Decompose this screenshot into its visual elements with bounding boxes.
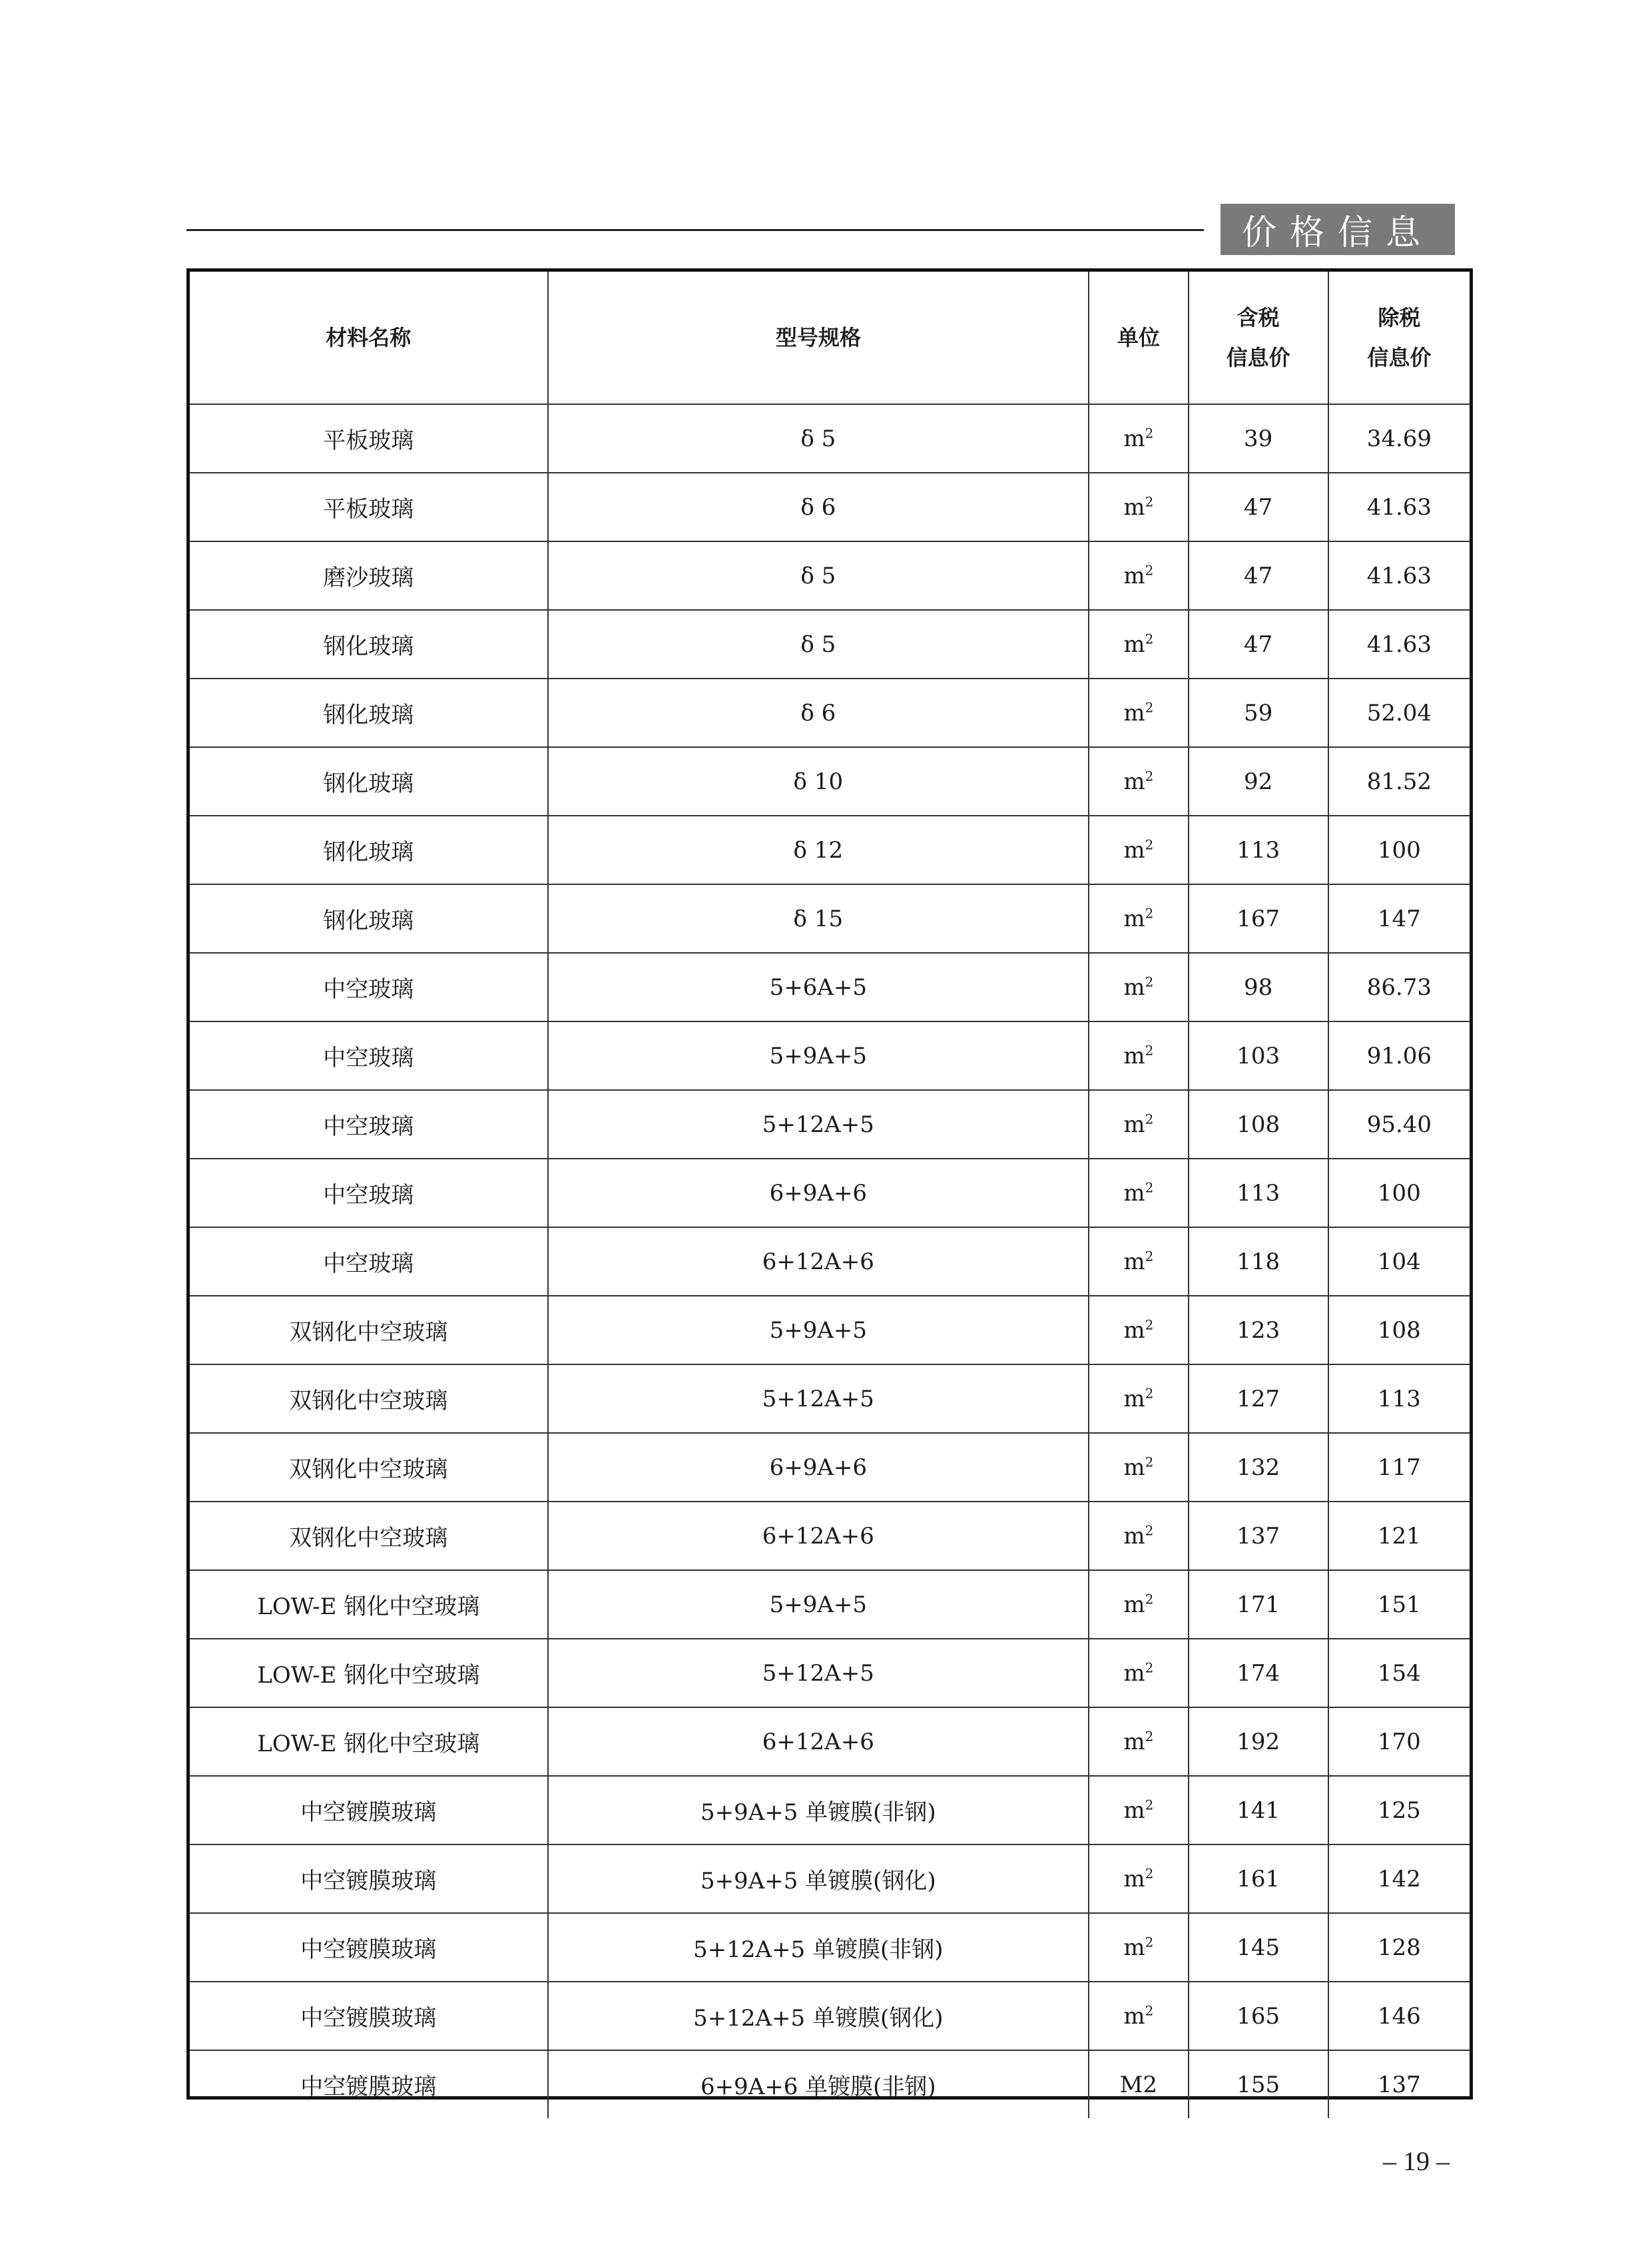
cell-price-tax-included: 155: [1189, 2050, 1328, 2118]
cell-name: 钢化玻璃: [190, 816, 548, 884]
cell-price-tax-excluded: 100: [1328, 1159, 1470, 1227]
unit-text: m: [1123, 836, 1145, 864]
cell-name: 钢化玻璃: [190, 884, 548, 953]
cell-unit: [1089, 816, 1189, 884]
cell-unit: [1089, 1570, 1189, 1639]
cell-name: 钢化玻璃: [190, 747, 548, 816]
table-row: [190, 1982, 1470, 2050]
unit-text: m: [1123, 905, 1145, 932]
table-row: [190, 1364, 1470, 1433]
unit-text: m: [1123, 493, 1145, 521]
cell-name: 双钢化中空玻璃: [190, 1296, 548, 1364]
unit-text: m: [1123, 1179, 1145, 1207]
cell-spec: 5+12A+5 单镀膜(非钢): [548, 1913, 1089, 1982]
cell-unit: [1089, 1364, 1189, 1433]
unit-superscript: 2: [1145, 1316, 1154, 1333]
cell-price-tax-included: 59: [1189, 679, 1328, 747]
unit-superscript: 2: [1145, 1865, 1154, 1882]
cell-spec: 5+9A+5 单镀膜(非钢): [548, 1776, 1089, 1844]
cell-spec: δ 12: [548, 816, 1089, 884]
cell-name: LOW-E 钢化中空玻璃: [190, 1639, 548, 1707]
table-row: [190, 1844, 1470, 1913]
unit-superscript: 2: [1145, 2002, 1154, 2019]
header-tax-included: [1189, 272, 1328, 404]
unit-text: m: [1123, 699, 1145, 726]
cell-price-tax-included: 39: [1189, 404, 1328, 473]
cell-spec: δ 5: [548, 610, 1089, 679]
cell-spec: δ 6: [548, 473, 1089, 541]
table-row: [190, 1090, 1470, 1159]
cell-price-tax-excluded: 100: [1328, 816, 1470, 884]
table-row: [190, 541, 1470, 610]
table-row: [190, 1707, 1470, 1776]
unit-superscript: 2: [1145, 905, 1154, 922]
cell-price-tax-included: 113: [1189, 1159, 1328, 1227]
unit-superscript: 2: [1145, 1454, 1154, 1470]
unit-superscript: 2: [1145, 1248, 1154, 1265]
cell-price-tax-excluded: 137: [1328, 2050, 1470, 2118]
unit-superscript: 2: [1145, 425, 1154, 441]
cell-spec: 6+9A+6 单镀膜(非钢): [548, 2050, 1089, 2118]
cell-price-tax-included: 47: [1189, 473, 1328, 541]
table-row: [190, 1296, 1470, 1364]
cell-unit: [1089, 747, 1189, 816]
header-unit: 单位: [1089, 272, 1189, 404]
table-row: [190, 953, 1470, 1021]
cell-price-tax-excluded: 147: [1328, 884, 1470, 953]
cell-name: LOW-E 钢化中空玻璃: [190, 1570, 548, 1639]
cell-price-tax-included: 98: [1189, 953, 1328, 1021]
cell-unit: [1089, 884, 1189, 953]
cell-price-tax-included: 113: [1189, 816, 1328, 884]
cell-name: 中空镀膜玻璃: [190, 1844, 548, 1913]
cell-price-tax-excluded: 113: [1328, 1364, 1470, 1433]
cell-price-tax-included: 47: [1189, 610, 1328, 679]
cell-price-tax-excluded: 146: [1328, 1982, 1470, 2050]
cell-spec: 5+9A+5 单镀膜(钢化): [548, 1844, 1089, 1913]
cell-unit: [1089, 610, 1189, 679]
unit-superscript: 2: [1145, 631, 1154, 647]
cell-name: 钢化玻璃: [190, 679, 548, 747]
unit-superscript: 2: [1145, 1934, 1154, 1950]
unit-superscript: 2: [1145, 836, 1154, 853]
cell-price-tax-included: 174: [1189, 1639, 1328, 1707]
cell-price-tax-excluded: 34.69: [1328, 404, 1470, 473]
cell-price-tax-included: 108: [1189, 1090, 1328, 1159]
cell-spec: 5+12A+5: [548, 1090, 1089, 1159]
cell-spec: 5+12A+5 单镀膜(钢化): [548, 1982, 1089, 2050]
cell-spec: δ 5: [548, 404, 1089, 473]
unit-text: M2: [1119, 2071, 1158, 2098]
table-row: [190, 1502, 1470, 1570]
section-title: 价格信息: [1221, 204, 1455, 255]
cell-unit: [1089, 1227, 1189, 1296]
unit-superscript: 2: [1145, 1659, 1154, 1676]
cell-unit: [1089, 1090, 1189, 1159]
cell-spec: 6+12A+6: [548, 1707, 1089, 1776]
cell-unit: [1089, 953, 1189, 1021]
cell-name: 中空玻璃: [190, 1159, 548, 1227]
unit-text: m: [1123, 1248, 1145, 1275]
cell-spec: 5+9A+5: [548, 1570, 1089, 1639]
unit-text: m: [1123, 1659, 1145, 1687]
cell-price-tax-excluded: 170: [1328, 1707, 1470, 1776]
cell-spec: 5+12A+5: [548, 1639, 1089, 1707]
cell-price-tax-excluded: 104: [1328, 1227, 1470, 1296]
cell-price-tax-excluded: 95.40: [1328, 1090, 1470, 1159]
table-row: [190, 1639, 1470, 1707]
table-row: [190, 2050, 1470, 2118]
table-row: [190, 610, 1470, 679]
unit-superscript: 2: [1145, 562, 1154, 579]
cell-spec: 5+9A+5: [548, 1021, 1089, 1090]
cell-price-tax-included: 92: [1189, 747, 1328, 816]
table-row: [190, 1227, 1470, 1296]
unit-superscript: 2: [1145, 768, 1154, 784]
cell-price-tax-excluded: 91.06: [1328, 1021, 1470, 1090]
cell-unit: [1089, 2050, 1189, 2118]
unit-text: m: [1123, 1797, 1145, 1824]
table-row: [190, 1570, 1470, 1639]
cell-unit: [1089, 1502, 1189, 1570]
cell-spec: 6+9A+6: [548, 1433, 1089, 1502]
unit-superscript: 2: [1145, 974, 1154, 990]
cell-spec: 5+6A+5: [548, 953, 1089, 1021]
cell-unit: [1089, 1021, 1189, 1090]
cell-price-tax-included: 103: [1189, 1021, 1328, 1090]
table-row: [190, 884, 1470, 953]
unit-text: m: [1123, 425, 1145, 452]
cell-price-tax-included: 47: [1189, 541, 1328, 610]
cell-price-tax-excluded: 41.63: [1328, 610, 1470, 679]
table-row: [190, 1913, 1470, 1982]
cell-unit: [1089, 1776, 1189, 1844]
cell-unit: [1089, 1639, 1189, 1707]
cell-unit: [1089, 1913, 1189, 1982]
cell-price-tax-excluded: 41.63: [1328, 541, 1470, 610]
cell-price-tax-excluded: 108: [1328, 1296, 1470, 1364]
cell-name: 双钢化中空玻璃: [190, 1364, 548, 1433]
cell-name: 中空玻璃: [190, 1021, 548, 1090]
unit-text: m: [1123, 631, 1145, 658]
cell-spec: δ 6: [548, 679, 1089, 747]
cell-price-tax-included: 127: [1189, 1364, 1328, 1433]
header-name: 材料名称: [190, 272, 548, 404]
header-tax-excluded-line1: 除税: [1378, 305, 1421, 330]
cell-name: 中空镀膜玻璃: [190, 1776, 548, 1844]
cell-price-tax-included: 141: [1189, 1776, 1328, 1844]
unit-superscript: 2: [1145, 699, 1154, 716]
cell-unit: [1089, 541, 1189, 610]
unit-superscript: 2: [1145, 1179, 1154, 1196]
cell-name: 钢化玻璃: [190, 610, 548, 679]
unit-text: m: [1123, 1591, 1145, 1618]
unit-text: m: [1123, 1111, 1145, 1138]
unit-text: m: [1123, 2002, 1145, 2030]
cell-price-tax-included: 192: [1189, 1707, 1328, 1776]
cell-name: 中空玻璃: [190, 1227, 548, 1296]
cell-price-tax-excluded: 121: [1328, 1502, 1470, 1570]
cell-price-tax-excluded: 154: [1328, 1639, 1470, 1707]
cell-spec: δ 10: [548, 747, 1089, 816]
header-tax-included-line2: 信息价: [1226, 345, 1290, 370]
unit-superscript: 2: [1145, 1591, 1154, 1607]
cell-spec: 5+12A+5: [548, 1364, 1089, 1433]
unit-text: m: [1123, 1522, 1145, 1550]
unit-superscript: 2: [1145, 1111, 1154, 1127]
cell-unit: [1089, 1159, 1189, 1227]
page-number: – 19 –: [1383, 2146, 1450, 2176]
cell-name: 双钢化中空玻璃: [190, 1502, 548, 1570]
unit-text: m: [1123, 1454, 1145, 1481]
cell-unit: [1089, 679, 1189, 747]
cell-name: 中空玻璃: [190, 953, 548, 1021]
cell-name: 中空镀膜玻璃: [190, 2050, 548, 2118]
unit-text: m: [1123, 1385, 1145, 1412]
unit-text: m: [1123, 768, 1145, 795]
cell-price-tax-excluded: 117: [1328, 1433, 1470, 1502]
cell-price-tax-included: 167: [1189, 884, 1328, 953]
cell-unit: [1089, 1433, 1189, 1502]
header-tax-excluded-line2: 信息价: [1367, 345, 1432, 370]
price-table: [186, 268, 1473, 2100]
table-row: [190, 1433, 1470, 1502]
table-row: [190, 747, 1470, 816]
header-spec: 型号规格: [548, 272, 1089, 404]
cell-price-tax-excluded: 81.52: [1328, 747, 1470, 816]
cell-price-tax-included: 161: [1189, 1844, 1328, 1913]
cell-name: 中空镀膜玻璃: [190, 1913, 548, 1982]
cell-price-tax-included: 137: [1189, 1502, 1328, 1570]
cell-price-tax-excluded: 128: [1328, 1913, 1470, 1982]
cell-price-tax-included: 165: [1189, 1982, 1328, 2050]
cell-unit: [1089, 1982, 1189, 2050]
cell-price-tax-excluded: 52.04: [1328, 679, 1470, 747]
unit-superscript: 2: [1145, 1797, 1154, 1813]
table-row: [190, 1159, 1470, 1227]
cell-price-tax-excluded: 41.63: [1328, 473, 1470, 541]
cell-unit: [1089, 473, 1189, 541]
unit-superscript: 2: [1145, 1385, 1154, 1402]
cell-price-tax-excluded: 151: [1328, 1570, 1470, 1639]
table-row: [190, 1021, 1470, 1090]
header-tax-included-line1: 含税: [1237, 305, 1280, 330]
cell-name: 中空镀膜玻璃: [190, 1982, 548, 2050]
cell-name: 中空玻璃: [190, 1090, 548, 1159]
cell-unit: [1089, 1844, 1189, 1913]
unit-superscript: 2: [1145, 1728, 1154, 1745]
unit-text: m: [1123, 562, 1145, 589]
unit-text: m: [1123, 974, 1145, 1001]
cell-spec: 6+12A+6: [548, 1227, 1089, 1296]
cell-name: 双钢化中空玻璃: [190, 1433, 548, 1502]
header-tax-excluded: [1328, 272, 1470, 404]
unit-superscript: 2: [1145, 1522, 1154, 1539]
cell-unit: [1089, 404, 1189, 473]
cell-spec: 6+9A+6: [548, 1159, 1089, 1227]
cell-spec: 6+12A+6: [548, 1502, 1089, 1570]
header-rule: [186, 229, 1204, 231]
cell-spec: δ 5: [548, 541, 1089, 610]
cell-spec: 5+9A+5: [548, 1296, 1089, 1364]
cell-price-tax-included: 132: [1189, 1433, 1328, 1502]
cell-price-tax-included: 145: [1189, 1913, 1328, 1982]
cell-price-tax-included: 118: [1189, 1227, 1328, 1296]
cell-name: LOW-E 钢化中空玻璃: [190, 1707, 548, 1776]
unit-text: m: [1123, 1865, 1145, 1892]
cell-name: 磨沙玻璃: [190, 541, 548, 610]
cell-price-tax-included: 123: [1189, 1296, 1328, 1364]
cell-name: 平板玻璃: [190, 404, 548, 473]
unit-text: m: [1123, 1042, 1145, 1069]
cell-price-tax-included: 171: [1189, 1570, 1328, 1639]
cell-spec: δ 15: [548, 884, 1089, 953]
cell-price-tax-excluded: 125: [1328, 1776, 1470, 1844]
table-row: [190, 679, 1470, 747]
table-row: [190, 473, 1470, 541]
table-row: [190, 1776, 1470, 1844]
table-row: [190, 816, 1470, 884]
cell-price-tax-excluded: 142: [1328, 1844, 1470, 1913]
unit-text: m: [1123, 1934, 1145, 1961]
table-row: [190, 404, 1470, 473]
cell-unit: [1089, 1296, 1189, 1364]
unit-text: m: [1123, 1728, 1145, 1755]
unit-superscript: 2: [1145, 1042, 1154, 1059]
cell-price-tax-excluded: 86.73: [1328, 953, 1470, 1021]
table-body: [190, 404, 1470, 2118]
unit-superscript: 2: [1145, 493, 1154, 510]
unit-text: m: [1123, 1316, 1145, 1344]
cell-name: 平板玻璃: [190, 473, 548, 541]
table-header-row: [190, 272, 1470, 404]
cell-unit: [1089, 1707, 1189, 1776]
